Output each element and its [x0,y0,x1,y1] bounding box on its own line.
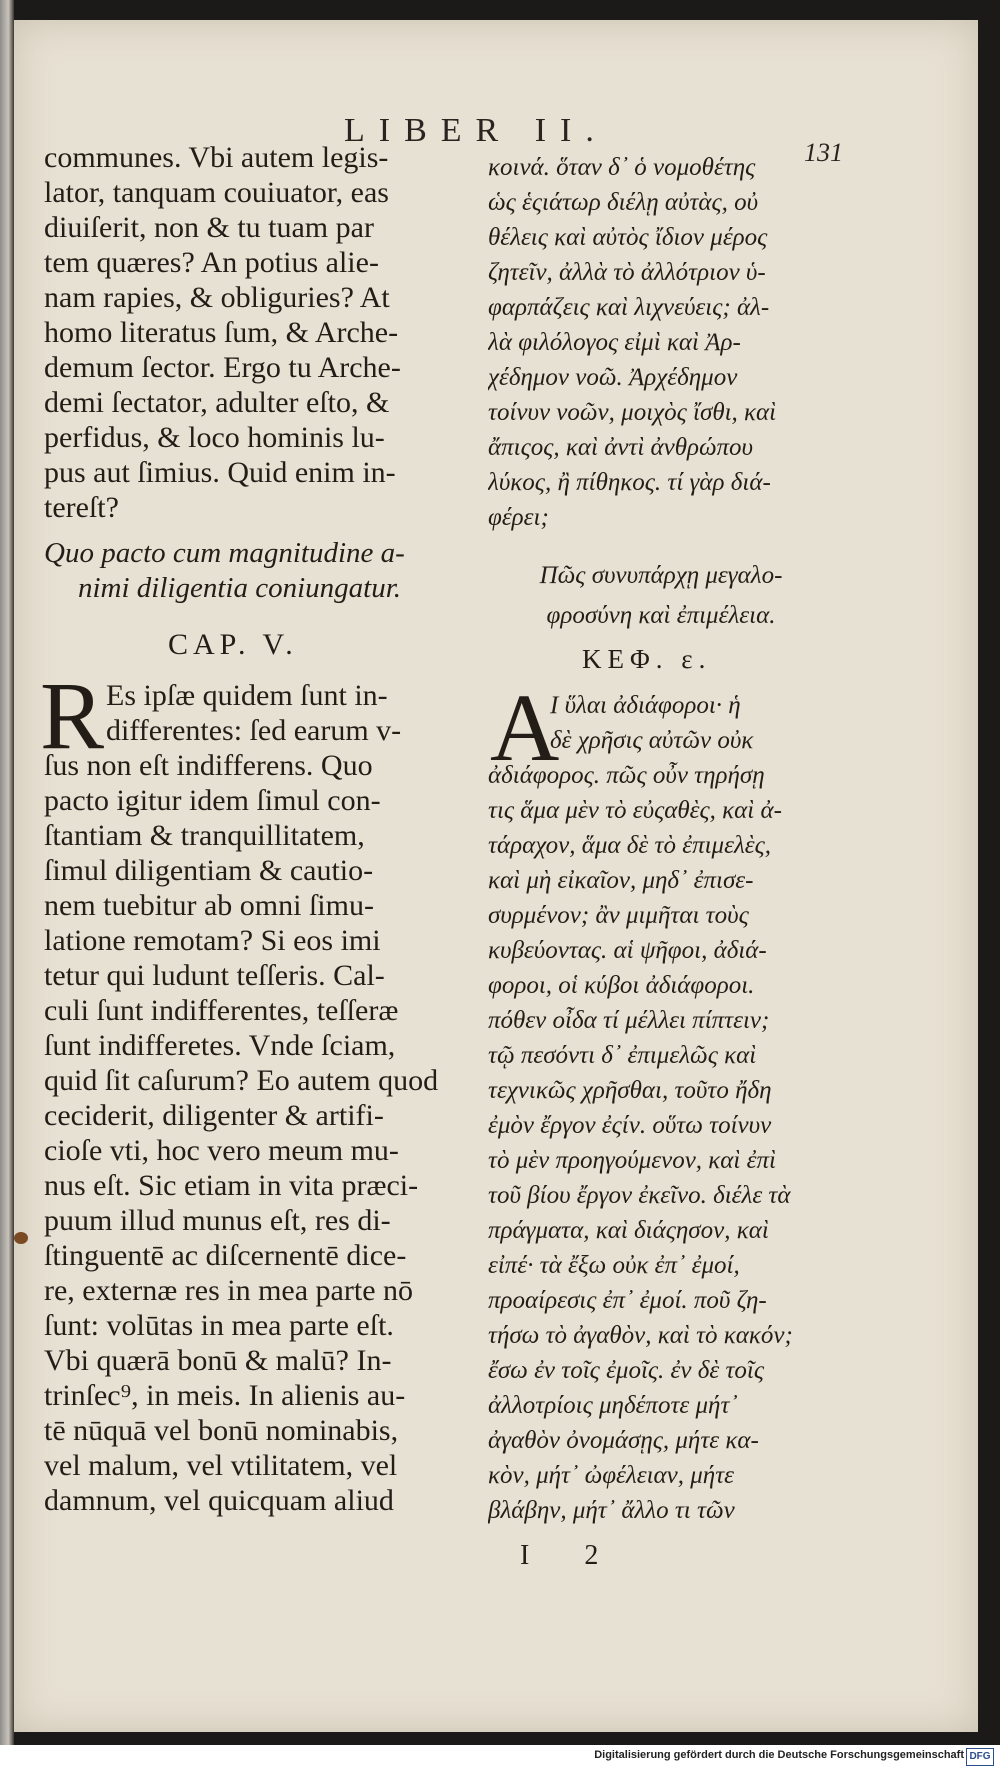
text-line: nem tuebitur ab omni ſimu- [44,889,374,922]
text-line: ſunt indifferetes. Vnde ſciam, [44,1029,396,1062]
text-line: τήσω τὸ ἀγαθὸν, καὶ τὸ κακόν; [488,1322,793,1349]
text-line: ſtantiam & tranquillitatem, [44,819,365,852]
text-line: συρμένον; ἂν μιμῆται τοὺς [488,902,749,929]
text-line: τὸ μὲν προηγούμενον, καὶ ἐπὶ [488,1147,776,1174]
text-line: pus aut ſimius. Quid enim in- [44,456,396,489]
text-line: demi ſectator, adulter eſto, & [44,386,390,419]
text-line: ἐμὸν ἔργον ἐςίν. οὕτω τοίνυν [488,1112,772,1139]
text-line: εἰπέ· τὰ ἔξω οὐκ ἐπ᾽ ἐμοί, [488,1252,740,1279]
text-line: ἄπιςος, καὶ ἀντὶ ἀνθρώπου [488,434,754,461]
text-line: φοροι, οἱ κύβοι ἀδιάφοροι. [488,972,755,999]
text-line: ſtinguentē ac diſcernentē dice- [44,1239,407,1272]
text-line: trinſec⁹, in meis. In alienis au- [44,1379,406,1412]
text-line: φέρει; [488,504,549,531]
text-line: damnum, vel quicquam aliud [44,1484,394,1517]
greek-chapter-number: ΚΕΦ. ε. [582,644,712,674]
text-line: φαρπάζεις καὶ λιχνεύεις; ἀλ- [488,294,770,321]
text-line: λὰ φιλόλογος εἰμὶ καὶ Ἀρ- [488,329,741,356]
text-line: culi ſunt indifferentes, teſſeræ [44,994,399,1027]
text-line: re, externæ res in mea parte nō [44,1274,414,1307]
text-line: pacto igitur idem ſimul con- [44,784,381,817]
latin-column-body [44,678,456,1518]
footer-bar [0,1745,1000,1770]
text-line: homo literatus ſum, & Arche- [44,316,399,349]
latin-drop-capital: R [40,662,105,769]
latin-chapter-title-line: Quo pacto cum magnitudine a- [44,537,405,569]
text-line: perfidus, & loco hominis lu- [44,421,385,454]
greek-column-body [488,688,826,1528]
text-line: κυβεύοντας. αἱ ψῆφοι, ἀδιά- [488,937,767,964]
latin-chapter-title [44,536,456,606]
text-line: communes. Vbi autem legis- [44,141,389,174]
text-line: demum ſector. Ergo tu Arche- [44,351,401,384]
text-line: Es ipſæ quidem ſunt in- [106,679,388,712]
greek-chapter-title-line: φροσύνη καὶ ἐπιμέλεια. [546,602,776,629]
text-line: nus eſt. Sic etiam in vita præci- [44,1169,419,1202]
text-line: differentes: ſed earum v- [106,714,402,747]
text-line: θέλεις καὶ αὐτὸς ἴδιον μέρος [488,224,768,251]
text-line: tē nūquā vel bonū nominabis, [44,1414,399,1447]
text-line: κοινά. ὅταν δ᾽ ὁ νομοθέτης [488,154,756,181]
text-line: τις ἅμα μὲν τὸ εὐςαθὲς, καὶ ἀ- [488,797,782,824]
text-line: τοίνυν νοῶν, μοιχὸς ἴσθι, καὶ [488,399,777,426]
text-line: latione remotam? Si eos imi [44,924,381,957]
text-line: ſunt: volūtas in mea parte eſt. [44,1309,394,1342]
text-line: quid ſit caſurum? Eo autem quod [44,1064,439,1097]
text-line: Vbi quærā bonū & malū? In- [44,1344,392,1377]
text-line: κὸν, μήτ᾽ ὠφέλειαν, μήτε [488,1462,734,1489]
text-line: ὡς ἑςιάτωρ διέλῃ αὐτὰς, οὐ [488,189,759,216]
text-line: ζητεῖν, ἀλλὰ τὸ ἀλλότριον ὑ- [488,259,766,286]
text-line: τοῦ βίου ἔργον ἐκεῖνο. διέλε τὰ [488,1182,791,1209]
text-line: βλάβην, μήτ᾽ ἄλλο τι τῶν [488,1497,735,1524]
text-line: lator, tanquam couiuator, eas [44,176,389,209]
text-line: vel malum, vel vtilitatem, vel [44,1449,398,1482]
text-line: καὶ μὴ εἰκαῖον, μηδ᾽ ἐπισε- [488,867,754,894]
text-line: πράγματα, καὶ διάςησον, καὶ [488,1217,769,1244]
greek-chapter-title-line: Πῶς συνυπάρχῃ μεγαλο- [539,562,783,589]
text-line: τεχνικῶς χρῆσθαι, τοῦτο ἤδη [488,1077,772,1104]
text-line: ſimul diligentiam & cautio- [44,854,374,887]
text-line: tem quæres? An potius alie- [44,246,379,279]
greek-chapter-title [496,556,826,636]
text-line: tetur qui ludunt teſſeris. Cal- [44,959,385,992]
latin-chapter-number: CAP. V. [168,628,298,661]
text-line: χέδημον νοῶ. Ἀρχέδημον [488,364,738,391]
text-line: cioſe vti, hoc vero meum mu- [44,1134,399,1167]
text-line: προαίρεσις ἐπ᾽ ἐμοί. ποῦ ζη- [488,1287,767,1314]
running-head: LIBER II. [344,112,608,149]
funding-credit: Digitalisierung gefördert durch die Deutsche Forschungsgemeinschaft [594,1749,964,1761]
text-line: ἔσω ἐν τοῖς ἐμοῖς. ἐν δὲ τοῖς [488,1357,765,1384]
text-line: πόθεν οἶδα τί μέλλει πίπτειν; [488,1007,770,1034]
text-line: τάραχον, ἅμα δὲ τὸ ἐπιμελὲς, [488,832,772,859]
page-edge [0,0,14,1745]
page-number: 131 [804,138,843,167]
greek-drop-capital: Α [490,674,560,781]
text-line: ἀδιάφορος. πῶς οὖν τηρήσῃ [488,762,765,789]
text-line: tereſt? [44,491,119,524]
text-line: diuiſerit, non & tu tuam par [44,211,374,244]
latin-column-top [44,140,456,525]
text-line: ἀλλοτρίοις μηδέποτε μήτ᾽ [488,1392,738,1419]
text-line: nam rapies, & obliguries? At [44,281,390,314]
text-line: puum illud munus eſt, res di- [44,1204,391,1237]
text-line: ἀγαθὸν ὀνομάσῃς, μήτε κα- [488,1427,759,1454]
text-line: ceciderit, diligenter & artifi- [44,1099,384,1132]
dfg-logo-icon: DFG [966,1748,994,1766]
latin-chapter-title-line: nimi diligentia coniungatur. [78,572,402,604]
greek-column-top [488,150,826,535]
text-line: τῷ πεσόντι δ᾽ ἐπιμελῶς καὶ [488,1042,757,1069]
ink-stain [14,1232,28,1244]
text-line: δὲ χρῆσις αὐτῶν οὐκ [550,727,754,754]
text-line: Ι ὕλαι ἀδιάφοροι· ἡ [550,692,741,719]
text-line: ſus non eſt indifferens. Quo [44,749,373,782]
text-line: λύκος, ἢ πίθηκος. τί γὰρ διά- [488,469,771,496]
signature-mark: I 2 [520,1540,623,1571]
